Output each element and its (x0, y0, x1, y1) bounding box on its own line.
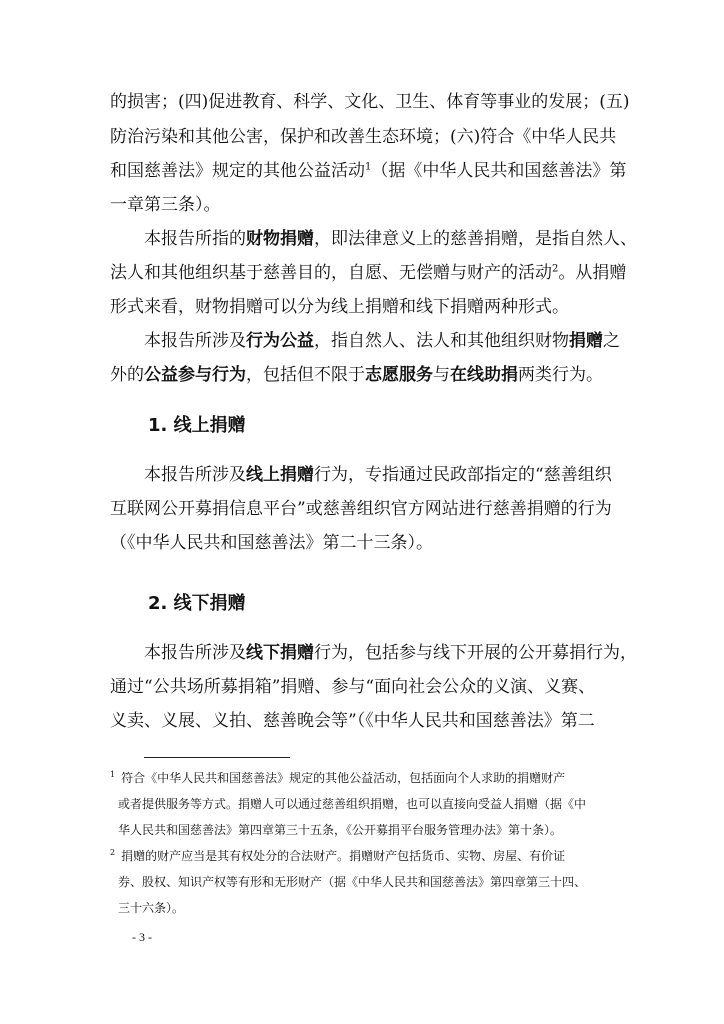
text-run: 三十六条）。 (118, 901, 185, 915)
paragraph-4-line-1 (144, 465, 624, 485)
text-run: 本报告所涉及 (144, 331, 246, 351)
paragraph-1-line-2 (110, 127, 624, 147)
footnote-1-line-1 (110, 770, 630, 786)
bold-term: 捐赠 (569, 331, 603, 351)
footnote-separator (144, 757, 290, 758)
paragraph-1-line-3 (110, 161, 627, 181)
text-run: 或者提供服务等方式。捐赠人可以通过慈善组织捐赠，也可以直接向受益人捐赠（据《中 (118, 797, 587, 811)
text-run: 通过“公共场所募捐箱”捐赠、参与“面向社会公众的义演、义赛、 (110, 677, 596, 697)
text-run: 捐赠的财产应当是其有权处分的合法财产。捐赠财产包括货币、实物、房屋、有价证 (121, 849, 566, 863)
text-run: 华人民共和国慈善法》第四章第三十五条，《公开募捐平台服务管理办法》第十条）。 (118, 823, 563, 837)
text-run: 一章第三条）。 (110, 195, 221, 215)
text-run: 与 (433, 365, 450, 385)
footnote-ref-1: 1 (365, 161, 372, 173)
page-number: - 3 - (132, 930, 152, 944)
footnote-2-line-3 (118, 900, 630, 916)
footnote-ref-2: 2 (552, 263, 559, 275)
text-run: 。从捐赠 (558, 263, 627, 283)
text-run: 符合《中华人民共和国慈善法》规定的其他公益活动，包括面向个人求助的捐赠财产 (121, 771, 566, 785)
text-run: 之 (603, 331, 620, 351)
paragraph-2-line-1 (144, 229, 637, 249)
paragraph-3-line-2 (110, 365, 624, 385)
footnote-marker: 2 (110, 848, 116, 857)
paragraph-2-line-3 (110, 297, 624, 317)
text-run: 的损害；(四)促进教育、科学、文化、卫生、体育等事业的发展；(五) (110, 92, 630, 112)
bold-term: 线下捐赠 (246, 643, 314, 663)
paragraph-3-line-1 (144, 331, 624, 351)
paragraph-2-line-2 (110, 263, 627, 283)
paragraph-5-line-3 (110, 711, 624, 731)
text-run: 券、股权、知识产权等有形和无形财产（据《中华人民共和国慈善法》第四章第三十四、 (118, 875, 587, 889)
bold-term: 线上捐赠 (246, 465, 314, 485)
text-run: 行为，专指通过民政部指定的“慈善组织 (314, 465, 612, 485)
footnote-marker: 1 (110, 770, 116, 779)
paragraph-1-line-4 (110, 195, 624, 215)
paragraph-4-line-2 (110, 499, 624, 519)
section-heading-offline-donation: 2. 线下捐赠 (148, 593, 246, 614)
text-run: 本报告所指的 (144, 229, 246, 249)
text-run: 本报告所涉及 (144, 465, 246, 485)
footnote-2-line-1 (110, 848, 630, 864)
text-run: ，指自然人、法人和其他组织财物 (314, 331, 569, 351)
text-run: ，即法律意义上的慈善捐赠，是指自然人、 (314, 229, 637, 249)
paragraph-5-line-1 (144, 643, 637, 663)
paragraph-1-line-1 (110, 92, 630, 112)
bold-term: 财物捐赠 (246, 229, 314, 249)
section-heading-online-donation: 1. 线上捐赠 (148, 415, 246, 436)
text-run: 行为，包括参与线下开展的公开募捐行为， (314, 643, 637, 663)
text-run: 外的 (110, 365, 144, 385)
text-run: 本报告所涉及 (144, 643, 246, 663)
paragraph-5-line-2 (110, 677, 624, 697)
bold-term: 行为公益 (246, 331, 314, 351)
bold-term: 志愿服务 (365, 365, 433, 385)
footnote-2-line-2 (118, 874, 630, 890)
text-run: （《中华人民共和国慈善法》第二十三条）。 (110, 533, 433, 553)
bold-term: 在线助捐 (450, 365, 518, 385)
text-run: 两类行为。 (518, 365, 603, 385)
text-run: 义卖、义展、义拍、慈善晚会等”（《中华人民共和国慈善法》第二 (110, 711, 595, 731)
text-run: 防治污染和其他公害，保护和改善生态环境；(六)符合《中华人民共 (110, 127, 617, 147)
text-run: 和国慈善法》规定的其他公益活动 (110, 161, 365, 181)
bold-term: 公益参与行为 (144, 365, 246, 385)
text-run: ，包括但不限于 (246, 365, 365, 385)
footnote-1-line-3 (118, 822, 630, 838)
text-run: 法人和其他组织基于慈善目的，自愿、无偿赠与财产的活动 (110, 263, 552, 283)
text-run: （据《中华人民共和国慈善法》第 (371, 161, 627, 181)
text-run: 互联网公开募捐信息平台”或慈善组织官方网站进行慈善捐赠的行为 (110, 499, 612, 519)
text-run: 形式来看，财物捐赠可以分为线上捐赠和线下捐赠两种形式。 (110, 297, 569, 317)
footnote-1-line-2 (118, 796, 630, 812)
paragraph-4-line-3 (110, 533, 624, 553)
